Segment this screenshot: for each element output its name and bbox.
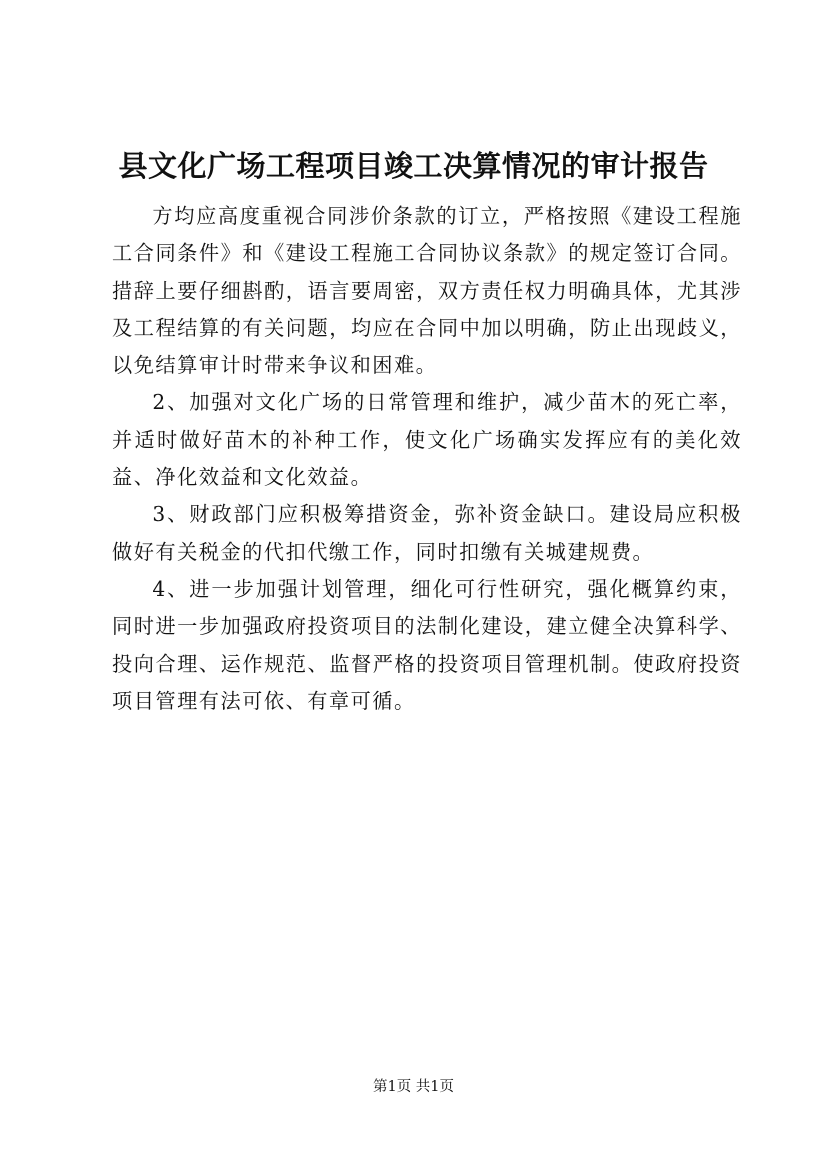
paragraph-2: 2、加强对文化广场的日常管理和维护，减少苗木的死亡率，并适时做好苗木的补种工作，使文化广场确实发挥应有的美化效益、净化效益和文化效益。 bbox=[112, 390, 742, 490]
document-title: 县文化广场工程项目竣工决算情况的审计报告 bbox=[118, 149, 709, 183]
page-footer: 第1页 共1页 bbox=[372, 1079, 455, 1095]
document-body bbox=[112, 198, 742, 720]
paragraph-1: 方均应高度重视合同涉价条款的订立，严格按照《建设工程施工合同条件》和《建设工程施工合同协议条款》的规定签订合同。措辞上要仔细斟酌，语言要周密，双方责任权力明确具体，尤其涉及工程结算的有关问题，均应在合同中加以明确，防止出现歧义，以免结算审计时带来争议和困难。 bbox=[112, 204, 742, 378]
paragraph-3: 3、财政部门应积极筹措资金，弥补资金缺口。建设局应积极做好有关税金的代扣代缴工作，同时扣缴有关城建规费。 bbox=[112, 502, 742, 564]
paragraph-4: 4、进一步加强计划管理，细化可行性研究，强化概算约束，同时进一步加强政府投资项目的法制化建设，建立健全决算科学、投向合理、运作规范、监督严格的投资项目管理机制。使政府投资项目管理有法可依、有章可循。 bbox=[112, 576, 742, 713]
